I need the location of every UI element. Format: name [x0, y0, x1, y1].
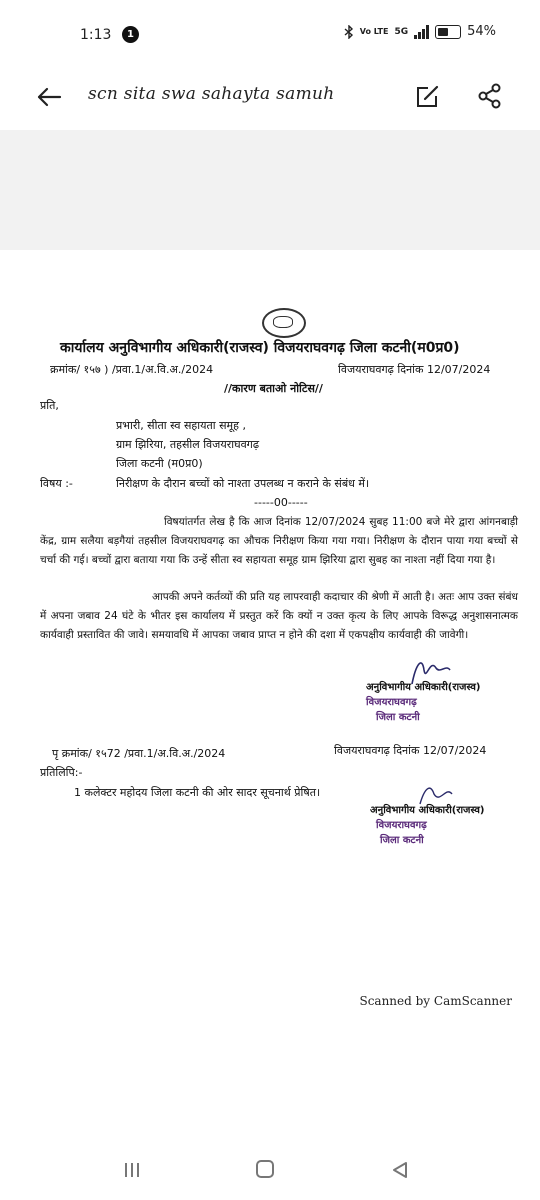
volte-indicator: Vo LTE: [359, 26, 389, 36]
subject-label: विषय :-: [40, 477, 73, 490]
addressee-line: ग्राम झिरिया, तहसील विजयराघवगढ़: [116, 438, 260, 451]
home-icon[interactable]: [256, 1160, 274, 1178]
reference-number-2: पृ क्रमांक/ १५72 /प्रवा.1/अ.वि.अ./2024: [52, 747, 226, 760]
edit-icon[interactable]: [414, 82, 442, 110]
bluetooth-icon: [344, 25, 354, 39]
body-paragraph-1: विषयांतर्गत लेख है कि आज दिनांक 12/07/2024 सुबह 11:00 बजे मेरे द्वारा आंगनबाड़ी केंद्र, ग्राम सलैया बड़गैयां तहसील विजयराघवगढ़ का औचक निरीक्षण किया गया गया। निरीक्षण के दौरान पाया गया बच्चों से चर्चा की गई। बच्चों द्वारा बताया गया कि उन्हें सीता स्व सहायता समूह ग्राम झिरिया द्वारा सुबह का नाश्ता नहीं दिया गया है।: [40, 516, 518, 566]
addressee-line: जिला कटनी (म0प्र0): [116, 457, 203, 470]
network-type: 5G: [394, 26, 409, 37]
signature-designation: अनुविभागीय अधिकारी(राजस्व): [366, 682, 481, 693]
reference-number: क्रमांक/ १५७ ) /प्रवा.1/अ.वि.अ./2024: [50, 363, 214, 376]
addressee-line: प्रभारी, सीता स्व सहायता समूह ,: [116, 419, 246, 432]
place-date: विजयराघवगढ़ दिनांक 12/07/2024: [338, 363, 491, 376]
separator: -----00-----: [254, 496, 308, 509]
government-emblem-icon: [262, 308, 306, 338]
document-title: scn sita swa sahayta samuh: [88, 84, 335, 104]
copy-item: 1 कलेक्टर महोदय जिला कटनी की ओर सादर सूचनार्थ प्रेषित।: [74, 786, 321, 799]
battery-icon: [435, 25, 461, 39]
place-date-2: विजयराघवगढ़ दिनांक 12/07/2024: [334, 744, 487, 757]
battery-percent: 54%: [467, 24, 496, 39]
status-icons: [344, 24, 496, 39]
to-label: प्रति,: [40, 399, 59, 412]
signature-district-2: जिला कटनी: [380, 835, 424, 846]
system-navigation-bar: [0, 1015, 540, 1200]
subject-text: निरीक्षण के दौरान बच्चों को नाश्ता उपलब्ध न कराने के संबंध में।: [116, 477, 370, 490]
signature-district: जिला कटनी: [376, 712, 420, 723]
status-bar: [0, 0, 540, 70]
recent-apps-icon[interactable]: [122, 1161, 142, 1179]
nav-back-icon[interactable]: [390, 1160, 410, 1180]
notification-badge: 1: [122, 26, 139, 43]
signature-place: विजयराघवगढ़: [366, 697, 417, 708]
share-icon[interactable]: [476, 82, 504, 110]
signature-place-2: विजयराघवगढ़: [376, 820, 427, 831]
camscanner-watermark: Scanned by CamScanner: [359, 994, 512, 1008]
copy-label: प्रतिलिपि:-: [40, 766, 83, 779]
notice-title: //कारण बताओ नोटिस//: [224, 382, 323, 395]
status-time: 1:13: [80, 27, 112, 43]
body-paragraph-2: आपकी अपने कर्तव्यों की प्रति यह लापरवाही कदाचार की श्रेणी में आती है। अतः आप उक्त संबंध में अपना जबाव 24 घंटे के भीतर इस कार्यालय में प्रस्तुत करें कि क्यों न उक्त कृत्य के लिए आपके विरूद्ध अनुशासनात्मक कार्यवाही प्रस्तावित की जावे। समयावधि में आपका जबाव प्राप्त न होने की दशा में एकपक्षीय कार्यवाही की जावेगी।: [40, 591, 518, 641]
app-header: [0, 70, 540, 130]
signal-icon: [414, 25, 429, 39]
office-title: कार्यालय अनुविभागीय अधिकारी(राजस्व) विजयराघवगढ़ जिला कटनी(म0प्र0): [60, 340, 460, 356]
back-arrow-icon[interactable]: [34, 82, 64, 112]
signature-designation-2: अनुविभागीय अधिकारी(राजस्व): [370, 805, 485, 816]
